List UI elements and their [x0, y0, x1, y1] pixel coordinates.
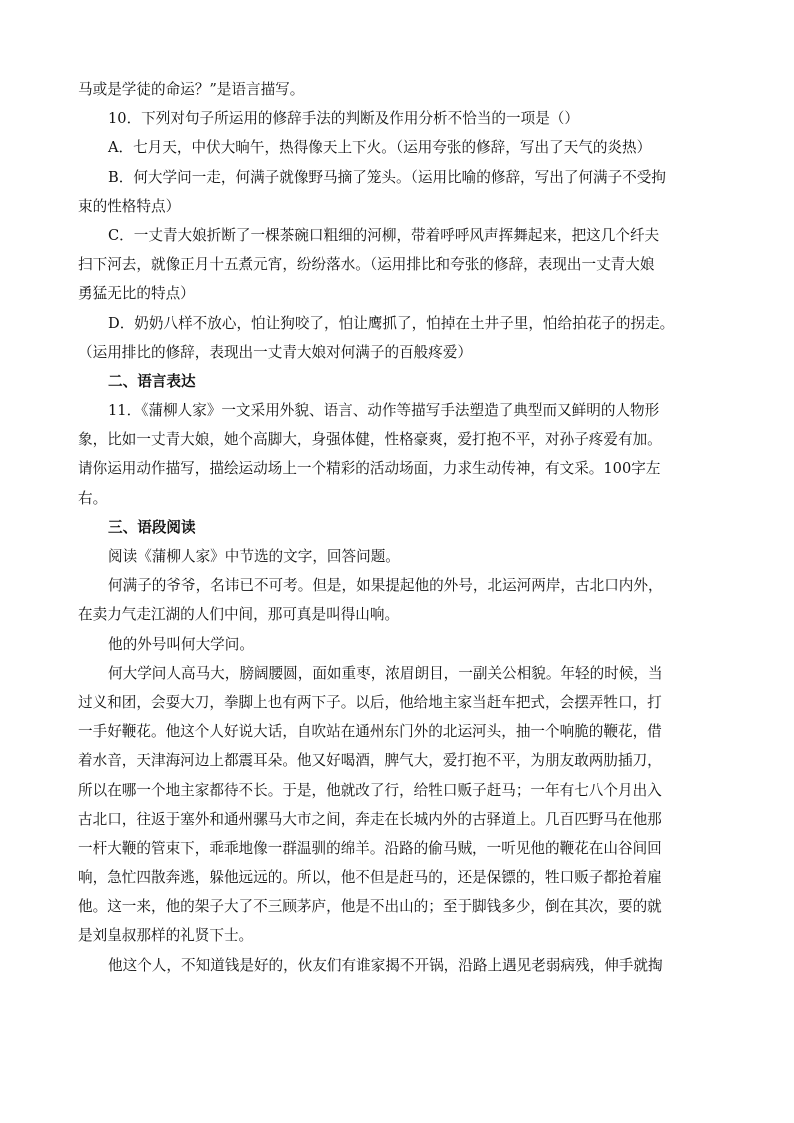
text-line: 何大学问人高马大，膀阔腰圆，面如重枣，浓眉朗目，一副关公相貌。年轻的时候，当: [108, 664, 663, 682]
section-heading: 二、语言表达: [108, 372, 196, 390]
text-line: 是刘皇叔那样的礼贤下士。: [78, 927, 254, 945]
text-line: 阅读《蒲柳人家》中节选的文字，回答问题。: [108, 548, 400, 565]
text-line: 右。: [78, 489, 108, 507]
text-line: 一手好鞭花。他这个人好说大话，自吹站在通州东门外的北运河头，抽一个响脆的鞭花，借: [78, 723, 662, 741]
text-line: 何满子的爷爷，名讳已不可考。但是，如果提起他的外号，北运河两岸，古北口内外，: [108, 577, 663, 595]
text-line: 着水音，天津海河边上都震耳朵。他又好喝酒，脾气大，爱打抱不平，为朋友敢两肋插刀，: [78, 752, 662, 770]
text-line: 请你运用动作描写，描绘运动场上一个精彩的活动场面，力求生动传神，有文采。100字左: [78, 460, 661, 478]
text-line: 象，比如一丈青大娘，她个高脚大，身强体健，性格豪爽，爱打抱不平，对孙子疼爱有加。: [78, 431, 662, 449]
text-line: 响，急忙四散奔逃，躲他远远的。所以，他不但是赶马的，还是保镖的，牲口贩子都抢着雇: [78, 869, 662, 887]
text-line: 勇猛无比的特点）: [78, 285, 195, 303]
text-line: A．七月天，中伏大晌午，热得像天上下火。（运用夸张的修辞，写出了天气的炎热）: [108, 139, 652, 157]
text-line: 在卖力气走江湖的人们中间，那可真是叫得山响。: [78, 606, 400, 624]
text-line: 扫下河去，就像正月十五煮元宵，纷纷落水。（运用排比和夸张的修辞，表现出一丈青大娘: [78, 256, 655, 274]
text-line: 11．《蒲柳人家》一文采用外貌、语言、动作等描写手法塑造了典型而又鲜明的人物形: [108, 402, 660, 420]
text-line: 所以在哪一个地主家都待不长。于是，他就改了行，给牲口贩子赶马；一年有七八个月出入: [78, 781, 662, 799]
section-heading: 三、语段阅读: [108, 518, 196, 536]
text-line: 过义和团，会耍大刀，拳脚上也有两下子。以后，他给地主家当赶车把式，会摆弄牲口，打: [78, 693, 662, 711]
text-line: 10．下列对句子所运用的修辞手法的判断及作用分析不恰当的一项是（）: [108, 110, 579, 128]
text-line: B．何大学问一走，何满子就像野马摘了笼头。（运用比喻的修辞，写出了何满子不受拘: [108, 168, 666, 186]
document-page: [78, 75, 718, 980]
text-line: 他。这一来，他的架子大了不三顾茅庐，他是不出山的；至于脚钱多少，倒在其次，要的就: [78, 898, 662, 916]
text-line: 束的性格特点）: [78, 197, 181, 215]
text-line: D．奶奶八样不放心，怕让狗咬了，怕让鹰抓了，怕掉在土井子里，怕给拍花子的拐走。: [108, 314, 675, 332]
text-line: 他的外号叫何大学问。: [108, 635, 254, 653]
text-line: 古北口，往返于塞外和通州骡马大市之间，奔走在长城内外的古驿道上。几百匹野马在他那: [78, 810, 662, 828]
text-line: 他这个人，不知道钱是好的，伙友们有谁家揭不开锅，沿路上遇见老弱病残，伸手就掏: [108, 956, 663, 974]
text-line: 一杆大鞭的管束下，乖乖地像一群温驯的绵羊。沿路的偷马贼，一听见他的鞭花在山谷间回: [78, 839, 662, 857]
text-line: C．一丈青大娘折断了一棵茶碗口粗细的河柳，带着呼呼风声挥舞起来，把这几个纤夫: [108, 226, 660, 244]
text-line: （运用排比的修辞，表现出一丈青大娘对何满子的百般疼爱）: [78, 343, 473, 361]
text-line: 马或是学徒的命运？”是语言描写。: [78, 81, 305, 98]
